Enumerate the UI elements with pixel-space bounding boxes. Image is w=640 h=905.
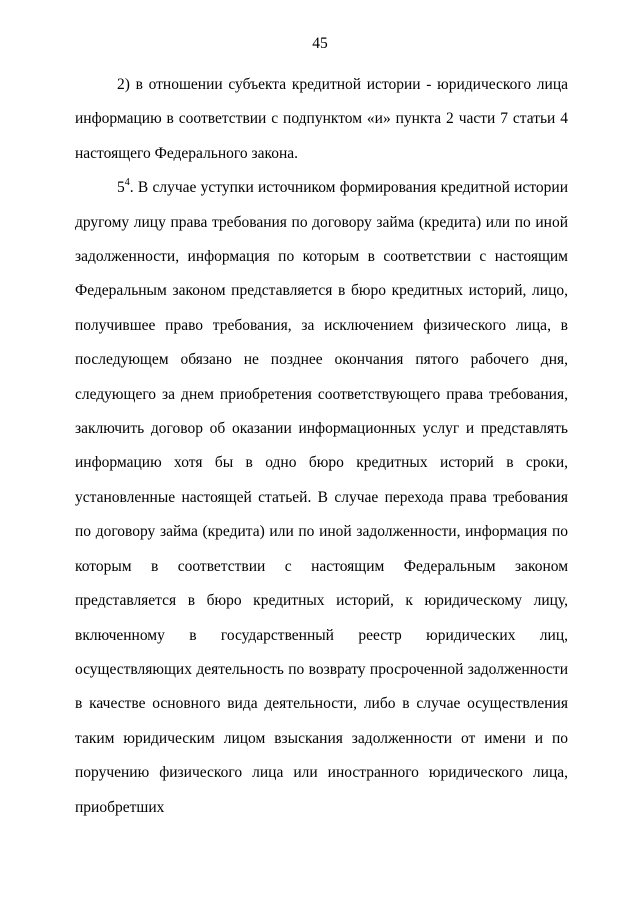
paragraph-text: 2) в отношении субъекта кредитной истории - юридического лица информацию в соответствии с подпунктом «и» пункта 2 части 7 статьи 4 настоящего Федерального закона. [75,76,568,162]
paragraph-text: . В случае уступки источником формирования кредитной истории другому лицу права требования по договору займа (кредита) или по иной задолженности, информация по которым в соответствии с настоящим Федеральным законом представляется в бюро кредитных историй, лицо, получившее право требования, за исключением физического лица, в последующем обязано не позднее окончания пятого рабочего дня, следующего за днем приобретения соответствующего права требования, заключить договор об оказании информационных услуг и представлять информацию хотя бы в одно бюро кредитных историй в сроки, установленные настоящей статьей. В случае перехода права требования по договору займа (кредита) или по иной задолженности, информация по которым в соответствии с настоящим Федеральным законом представляется в бюро кредитных историй, к юридическому лицу, включенному в государственный реестр юридических лиц, осуществляющих деятельность по возврату просроченной задолженности в качестве основного вида деятельности, либо в случае осуществления таким юридическим лицом взыскания задолженности от имени и по поручению физического лица или иностранного юридического лица, приобретших [75,179,568,816]
document-body [75,68,568,825]
paragraph-subitem-2 [75,68,568,171]
item-number-superscript: 4 [124,177,130,189]
paragraph-item-5-4 [75,171,568,825]
page-number: 45 [312,35,328,52]
item-number: 5 [117,179,125,197]
